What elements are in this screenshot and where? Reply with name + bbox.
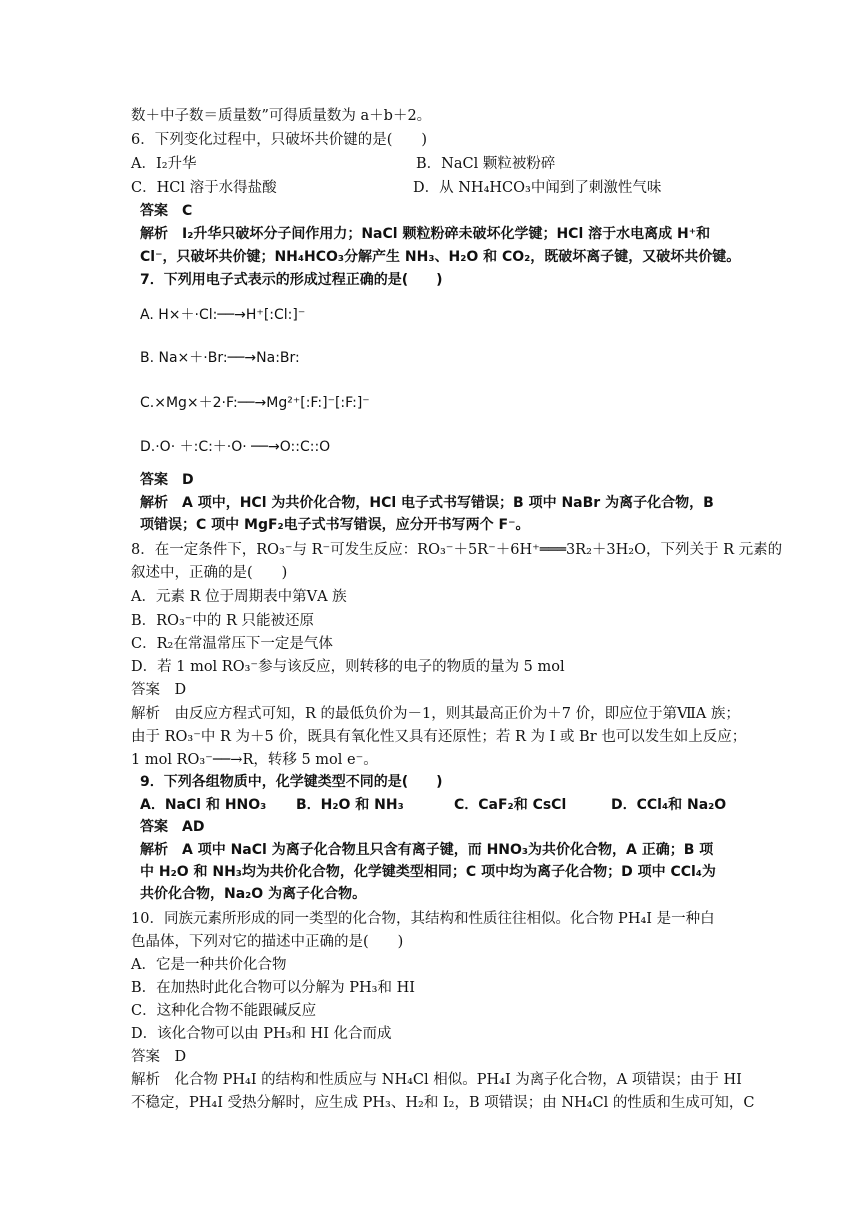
- question-10-stem-line1: 10．同族元素所形成的同一类型的化合物，其结构和性质往往相似。化合物 PH₄I 是一种白: [131, 911, 715, 927]
- question-9-stem: 9．下列各组物质中，化学键类型不同的是( ): [140, 774, 443, 790]
- q10-analysis-line1: 解析 化合物 PH₄I 的结构和性质应与 NH₄Cl 相似。PH₄I 为离子化合物，A 项错误；由于 HI: [131, 1072, 742, 1088]
- q7-option-c-formula: C.×Mg×＋2·F:──→Mg²⁺[:F:]⁻[:F:]⁻: [140, 395, 370, 411]
- q8-answer: 答案 D: [131, 682, 187, 698]
- q7-analysis-line1: 解析 A 项中，HCl 为共价化合物，HCl 电子式书写错误；B 项中 NaBr 为离子化合物，B: [140, 495, 714, 511]
- q10-analysis-line2: 不稳定，PH₄I 受热分解时，应生成 PH₃、H₂和 I₂，B 项错误；由 NH₄Cl 的性质和生成可知，C: [131, 1095, 755, 1111]
- q6-analysis-line1: 解析 I₂升华只破坏分子间作用力；NaCl 颗粒粉碎未破坏化学键；HCl 溶于水电离成 H⁺和: [140, 226, 711, 242]
- question-10-stem-line2: 色晶体，下列对它的描述中正确的是( ): [131, 934, 404, 950]
- question-8-stem-line1: 8．在一定条件下，RO₃⁻与 R⁻可发生反应：RO₃⁻＋5R⁻＋6H⁺═══3R₂＋3H₂O，下列关于 R 元素的: [131, 542, 783, 558]
- q7-answer: 答案 D: [140, 472, 194, 488]
- q9-option-a: A．NaCl 和 HNO₃: [140, 797, 267, 813]
- q10-option-c: C．这种化合物不能跟碱反应: [131, 1003, 317, 1019]
- question-7-stem: 7．下列用电子式表示的形成过程正确的是( ): [140, 272, 443, 288]
- q9-option-d: D．CCl₄和 Na₂O: [611, 797, 727, 813]
- q7-option-d-formula: D.·O· ＋:C:＋·O· ──→O::C::O: [140, 439, 331, 455]
- q9-option-b: B．H₂O 和 NH₃: [296, 797, 404, 813]
- q8-option-b: B．RO₃⁻中的 R 只能被还原: [131, 613, 315, 629]
- q6-option-d: D．从 NH₄HCO₃中闻到了刺激性气味: [413, 180, 662, 196]
- question-8-stem-line2: 叙述中，正确的是( ): [131, 565, 288, 581]
- q6-option-a: A．I₂升华: [131, 156, 197, 172]
- q6-option-b: B．NaCl 颗粒被粉碎: [416, 156, 556, 172]
- continuation-line: 数＋中子数＝质量数”可得质量数为 a＋b＋2。: [131, 108, 432, 124]
- q10-option-b: B．在加热时此化合物可以分解为 PH₃和 HI: [131, 980, 415, 996]
- q9-analysis-line1: 解析 A 项中 NaCl 为离子化合物且只含有离子键，而 HNO₃为共价化合物，A 正确；B 项: [140, 842, 714, 858]
- q10-option-a: A．它是一种共价化合物: [131, 957, 287, 973]
- q7-analysis-line2: 项错误；C 项中 MgF₂电子式书写错误，应分开书写两个 F⁻。: [140, 517, 530, 533]
- q6-answer: 答案 C: [140, 203, 193, 219]
- q9-answer: 答案 AD: [140, 819, 205, 835]
- q6-option-c: C．HCl 溶于水得盐酸: [131, 180, 277, 196]
- q6-analysis-line2: Cl⁻，只破坏共价键；NH₄HCO₃分解产生 NH₃、H₂O 和 CO₂，既破坏离子键，又破坏共价键。: [140, 249, 741, 265]
- q8-option-a: A．元素 R 位于周期表中第ⅤA 族: [131, 589, 347, 605]
- q8-analysis-line1: 解析 由反应方程式可知，R 的最低负价为－1，则其最高正价为＋7 价，即应位于第ⅦA 族；: [131, 706, 740, 722]
- q9-analysis-line2: 中 H₂O 和 NH₃均为共价化合物，化学键类型相同；C 项中均为离子化合物；D 项中 CCl₄为: [140, 864, 716, 880]
- q10-option-d: D．该化合物可以由 PH₃和 HI 化合而成: [131, 1026, 392, 1042]
- q7-option-b-formula: B. Na×＋·Br:──→Na:Br:: [140, 350, 300, 366]
- question-6-stem: 6．下列变化过程中，只破坏共价键的是( ): [131, 132, 428, 148]
- q10-answer: 答案 D: [131, 1049, 187, 1065]
- q7-option-a-formula: A. H×＋·Cl:──→H⁺[:Cl:]⁻: [140, 307, 306, 323]
- q8-analysis-line2: 由于 RO₃⁻中 R 为＋5 价，既具有氧化性又具有还原性；若 R 为 I 或 Br 也可以发生如上反应；: [131, 729, 747, 745]
- q8-analysis-line3: 1 mol RO₃⁻──→R，转移 5 mol e⁻。: [131, 752, 378, 768]
- q8-option-c: C．R₂在常温常压下一定是气体: [131, 636, 333, 652]
- q9-analysis-line3: 共价化合物，Na₂O 为离子化合物。: [140, 886, 367, 902]
- q9-option-c: C．CaF₂和 CsCl: [454, 797, 567, 813]
- q8-option-d: D．若 1 mol RO₃⁻参与该反应，则转移的电子的物质的量为 5 mol: [131, 659, 565, 675]
